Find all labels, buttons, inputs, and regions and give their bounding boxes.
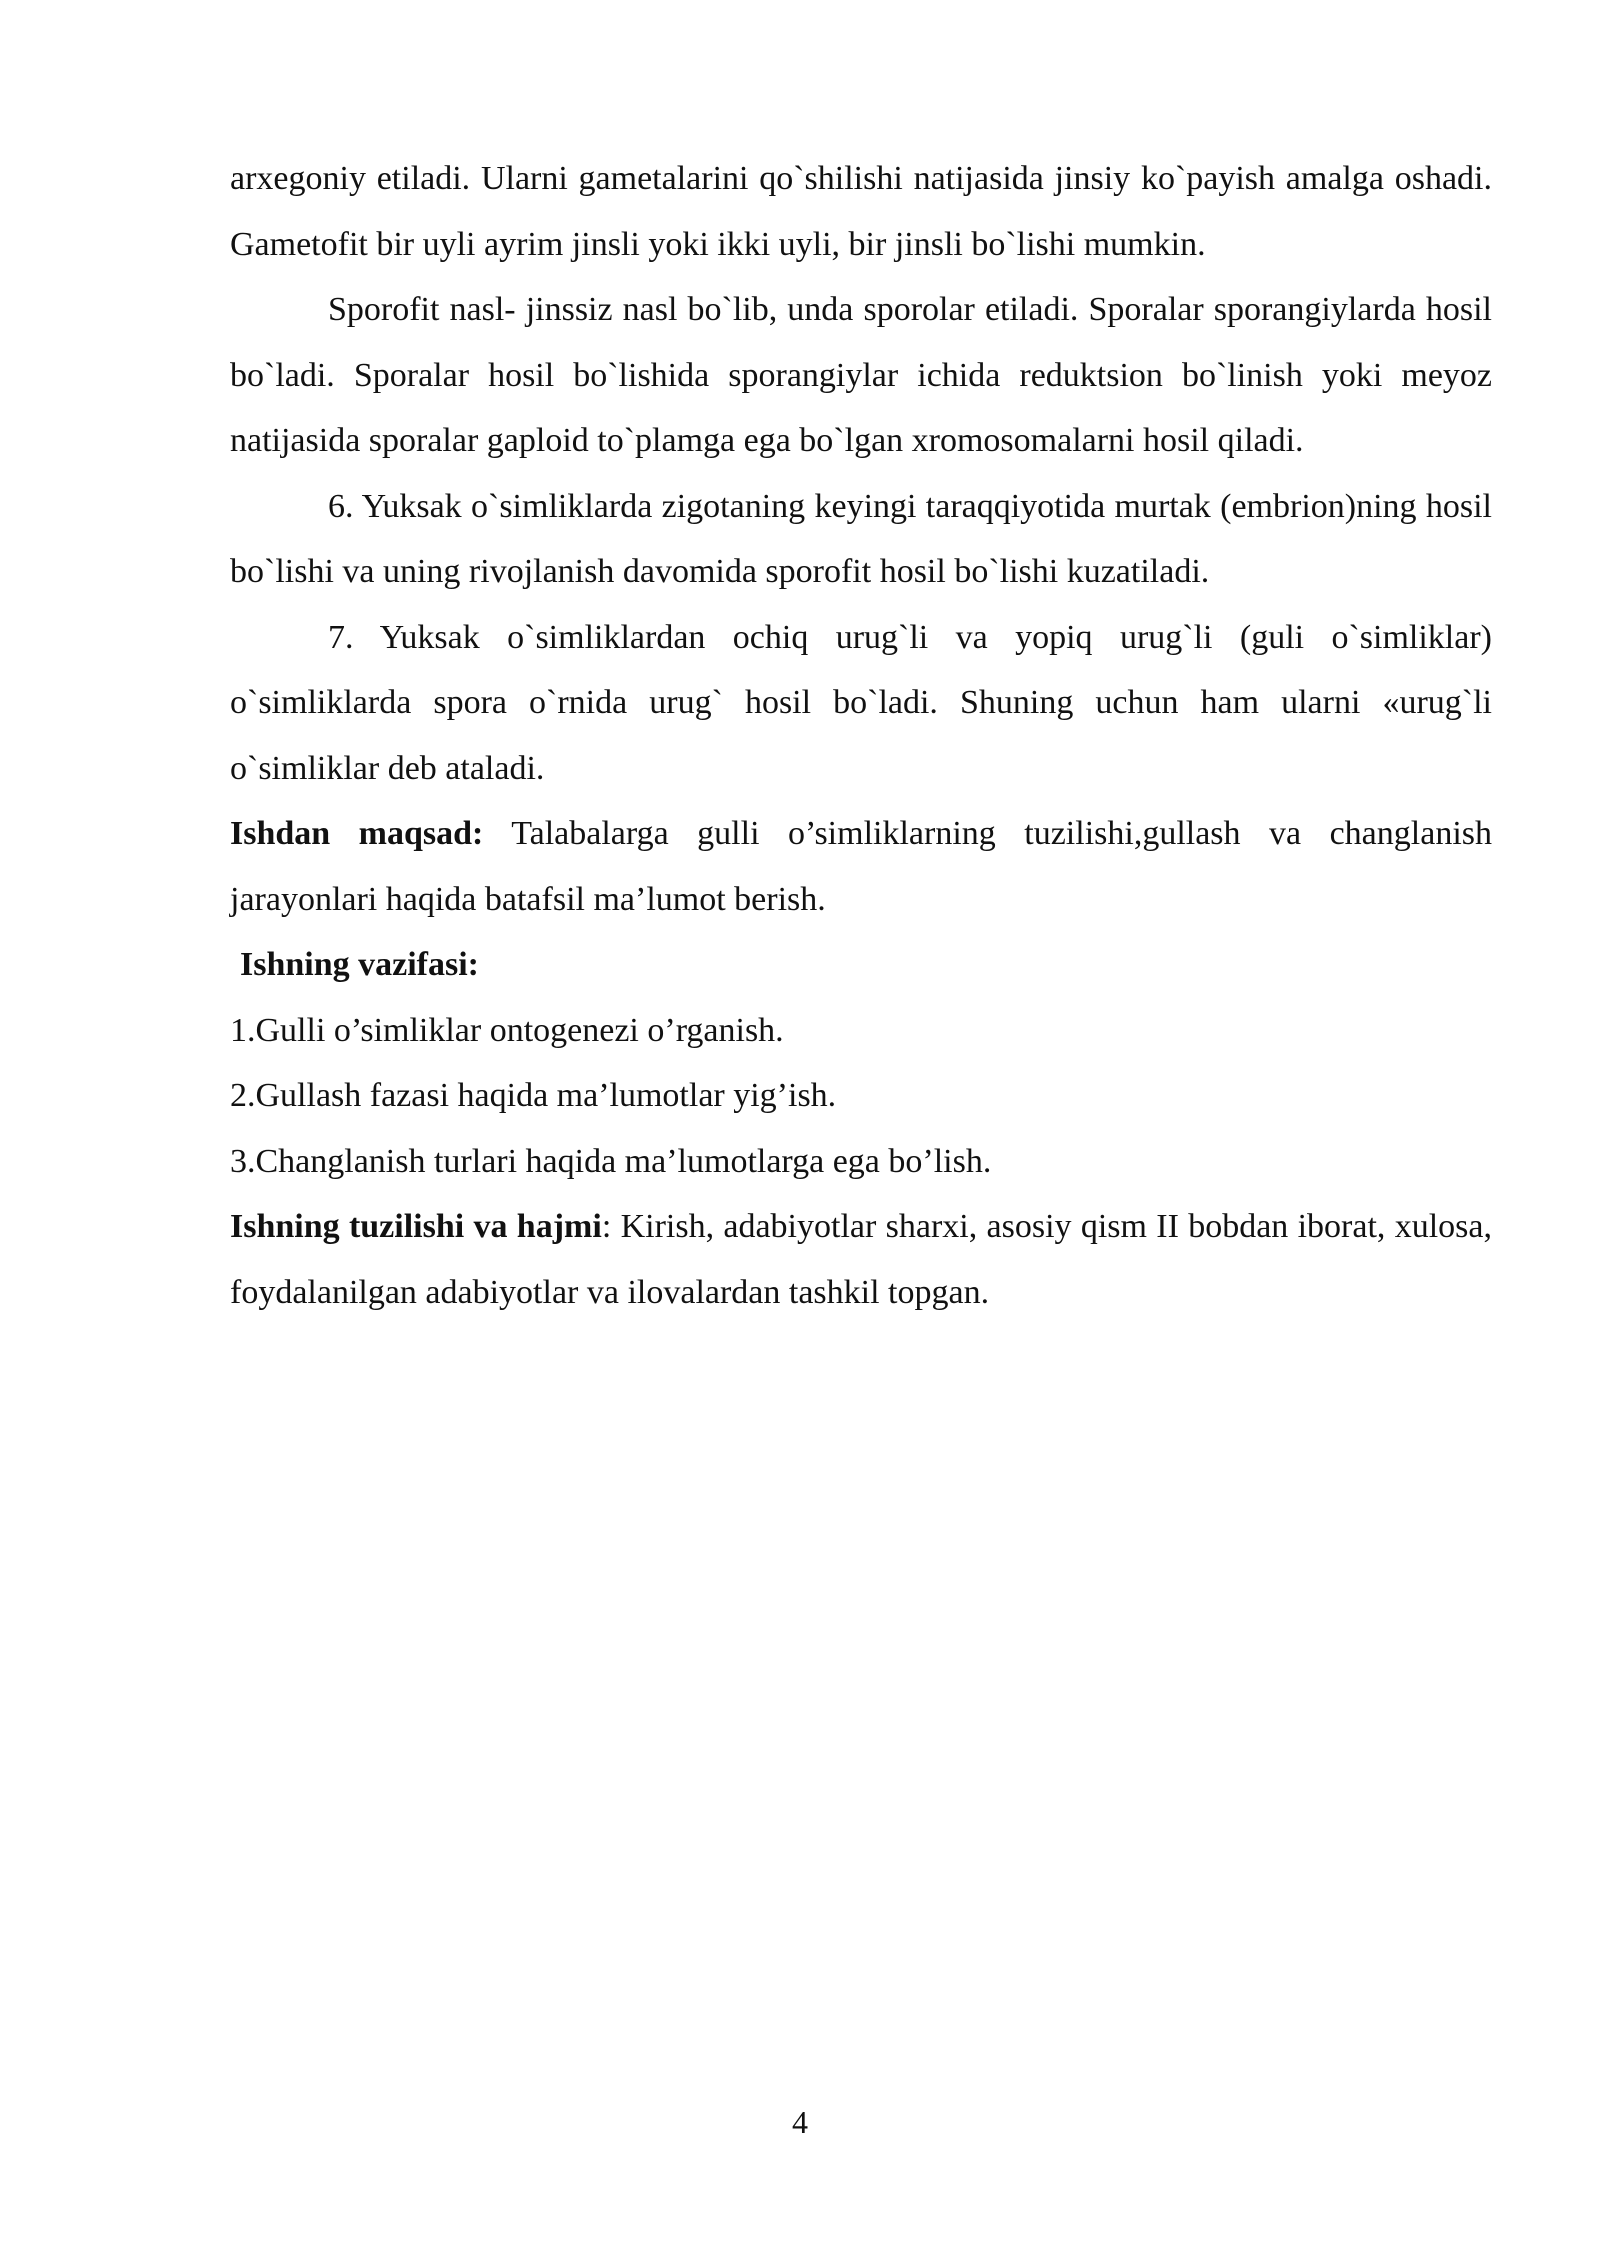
task-number: 2. [230, 1077, 256, 1114]
tasks-heading: Ishning vazifasi: [240, 946, 479, 983]
aim-label: Ishdan maqsad: [230, 815, 484, 852]
paragraph-point-6: 6. Yuksak o`simliklarda zigotaning keyingi taraqqiyotida murtak (embrion)ning hosil bo`lishi va uning rivojlanish davomida sporofit hosil bo`lishi kuzatiladi. [230, 487, 1492, 590]
task-item-2 [230, 1063, 1492, 1129]
task-text: Gullash fazasi haqida ma’lumotlar yig’ish. [255, 1077, 837, 1114]
task-text: Changlanish turlari haqida ma’lumotlarga ega bo’lish. [255, 1142, 992, 1180]
aim-paragraph [230, 801, 1492, 932]
page-body [230, 146, 1492, 1325]
page-number: 4 [792, 2104, 808, 2140]
paragraph-sporophyte: Sporofit nasl- jinssiz nasl bo`lib, unda sporolar etiladi. Sporalar sporangiylarda hosil bo`ladi. Sporalar hosil bo`lishida sporangiylar ichida reduktsion bo`linish yoki meyoz natijasida sporalar gaploid to`plamga ega bo`lgan xromosomalarni hosil qiladi. [230, 291, 1492, 459]
tasks-heading-line [230, 932, 1492, 998]
task-number: 1. [230, 1011, 256, 1049]
task-text: Gulli o’simliklar ontogenezi o’rganish. [255, 1011, 784, 1049]
structure-paragraph [230, 1194, 1492, 1325]
paragraph-gametophyte: arxegoniy etiladi. Ularni gametalarini qo`shilishi natijasida jinsiy ko`payish amalga oshadi. Gametofit bir uyli ayrim jinsli yoki ikki uyli, bir jinsli bo`lishi mumkin. [230, 160, 1492, 263]
aim-text: Talabalarga gulli o’simliklarning tuzilishi,gullash va changlanish jarayonlari haqida batafsil ma’lumot berish. [230, 815, 1492, 918]
task-item-1 [230, 998, 1492, 1064]
task-item-3 [230, 1129, 1492, 1195]
structure-label: Ishning tuzilishi va hajmi [230, 1208, 602, 1245]
paragraph-point-7: 7. Yuksak o`simliklardan ochiq urug`li va yopiq urug`li (guli o`simliklar) o`simliklarda spora o`rnida urug` hosil bo`ladi. Shuning uchun ham ularni «urug`li o`simliklar deb ataladi. [230, 618, 1492, 787]
structure-text: : Kirish, adabiyotlar sharxi, asosiy qism II bobdan iborat, xulosa, foydalanilgan adabiyotlar va ilovalardan tashkil topgan. [230, 1208, 1492, 1311]
task-number: 3. [230, 1142, 256, 1180]
